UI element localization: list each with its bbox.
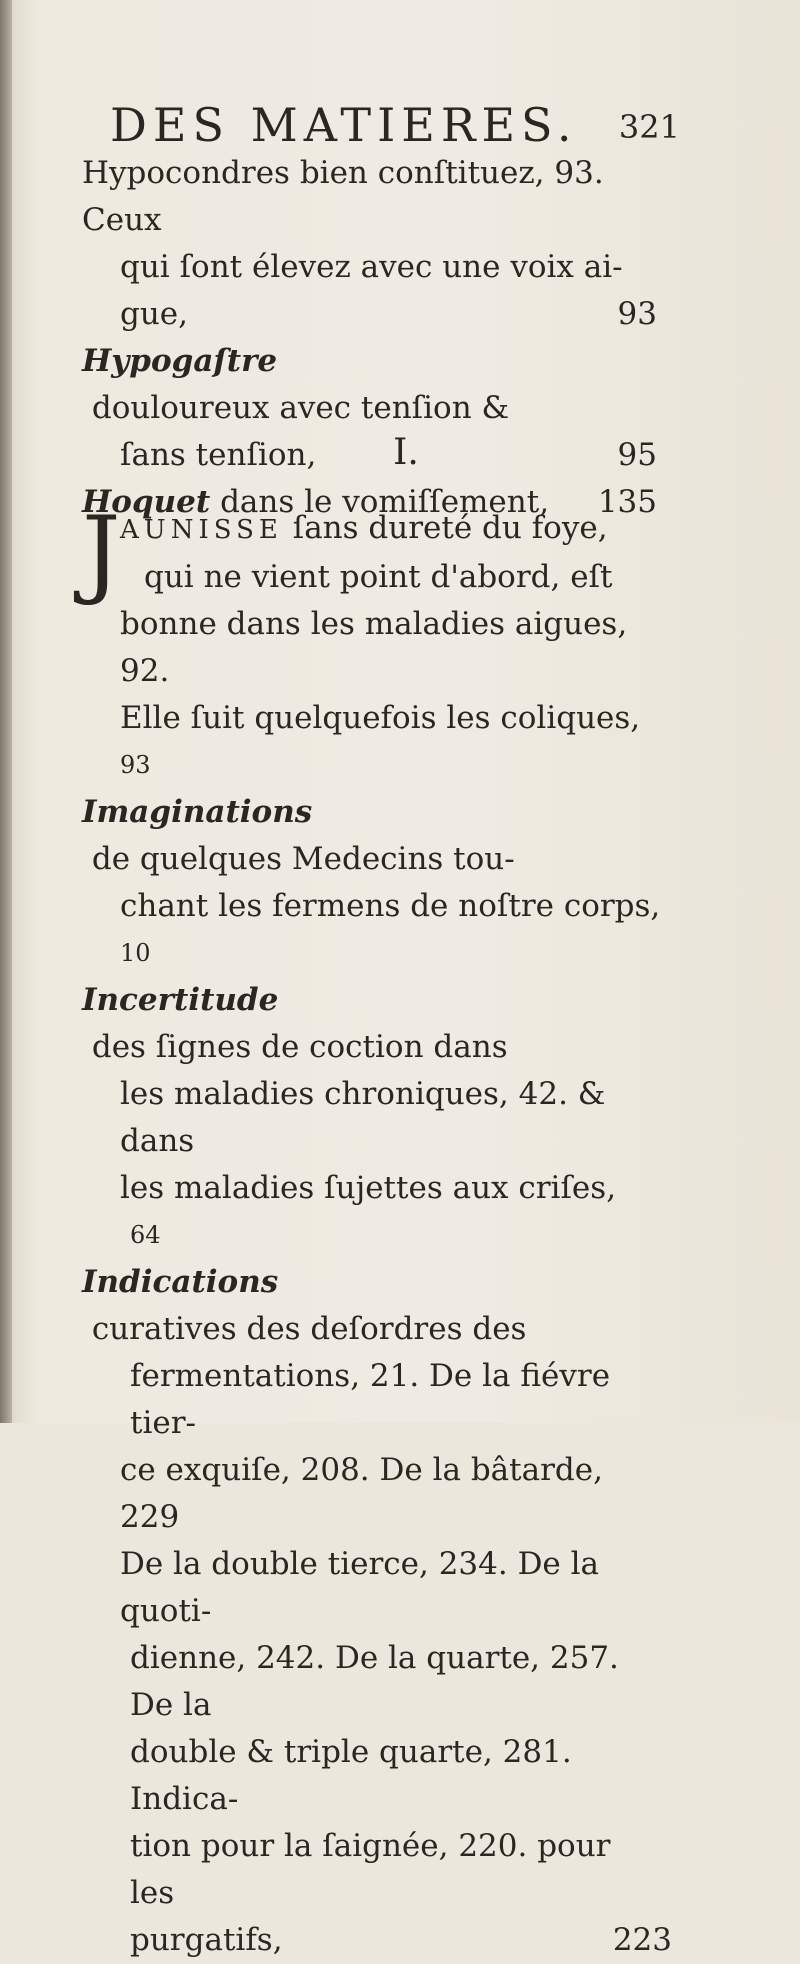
entry-line: Incertitude des ſignes de coction dans xyxy=(82,982,508,1065)
running-title: DES MATIERES. xyxy=(110,98,578,152)
entry-line: dienne, 242. De la quarte, 257. De la xyxy=(130,1640,619,1723)
book-gutter xyxy=(0,0,12,1423)
entry-line: 93 xyxy=(120,751,151,779)
section-letter: I. xyxy=(393,432,419,473)
entry-line: double & triple quarte, 281. Indica- xyxy=(130,1734,572,1817)
entry-line: les maladies chroniques, 42. & dans xyxy=(120,1076,606,1159)
entry-page-ref: 93 xyxy=(617,296,657,332)
entry-page-ref: 223 xyxy=(612,1922,672,1958)
entry-line: tion pour la ſaignée, 220. pour les xyxy=(130,1828,611,1911)
entry-line: Elle ſuit quelquefois les coliques, xyxy=(120,700,641,736)
entry-line: qui ne vient point d'abord, eſt xyxy=(144,559,613,595)
index-entry-hypocondres xyxy=(82,150,657,338)
entry-line: qui ſont élevez avec une voix ai- xyxy=(120,249,623,285)
entry-keyword: Hypogaſtre xyxy=(82,343,278,379)
entry-line: Indications curatives des deſordres des xyxy=(82,1264,527,1347)
entry-keyword: Indications xyxy=(82,1264,279,1300)
entry-line: Hoquet dans le vomiſſement, 135 xyxy=(82,479,657,526)
drop-cap: J xyxy=(82,496,121,608)
index-entry-imaginations xyxy=(82,789,662,977)
entry-line: Hypocondres bien conſtituez, 93. Ceux xyxy=(82,155,604,238)
entry-line: ce exquiſe, 208. De la bâtarde, 229 xyxy=(120,1452,603,1535)
entry-line: purgatifs, 223 xyxy=(82,1917,662,1964)
entry-line: ſans tenſion, 95 xyxy=(82,432,657,479)
entry-line: AUNISSE ſans dureté du foye, xyxy=(120,510,608,546)
entry-line: fermentations, 21. De la fiévre tier- xyxy=(130,1358,611,1441)
entry-line: 10 xyxy=(120,939,151,967)
entry-line: Hypogaſtre douloureux avec tenſion & xyxy=(82,343,510,426)
page-header xyxy=(110,98,680,158)
entry-keyword: Imaginations xyxy=(82,794,313,830)
entry-line: bonne dans les maladies aigues, 92. xyxy=(120,606,628,689)
entry-page-ref: 95 xyxy=(617,437,657,473)
entry-line: 64 xyxy=(130,1221,161,1249)
entry-line: Imaginations de quelques Medecins tou- xyxy=(82,794,515,877)
entry-line: De la double tierce, 234. De la quoti- xyxy=(120,1546,600,1629)
page-number: 321 xyxy=(618,108,680,146)
entry-line: les maladies ſujettes aux criſes, xyxy=(120,1170,617,1206)
entry-keyword: Hoquet xyxy=(82,484,211,520)
index-entry-incertitude xyxy=(82,977,662,1259)
entry-line: chant les fermens de noſtre corps, xyxy=(120,888,661,924)
entry-keyword: AUNISSE xyxy=(120,515,283,545)
entry-keyword: Incertitude xyxy=(82,982,279,1018)
index-entry-indications xyxy=(82,1259,672,1964)
entry-page-ref: 135 xyxy=(597,484,657,520)
entry-line: gue, 93 xyxy=(82,291,657,338)
